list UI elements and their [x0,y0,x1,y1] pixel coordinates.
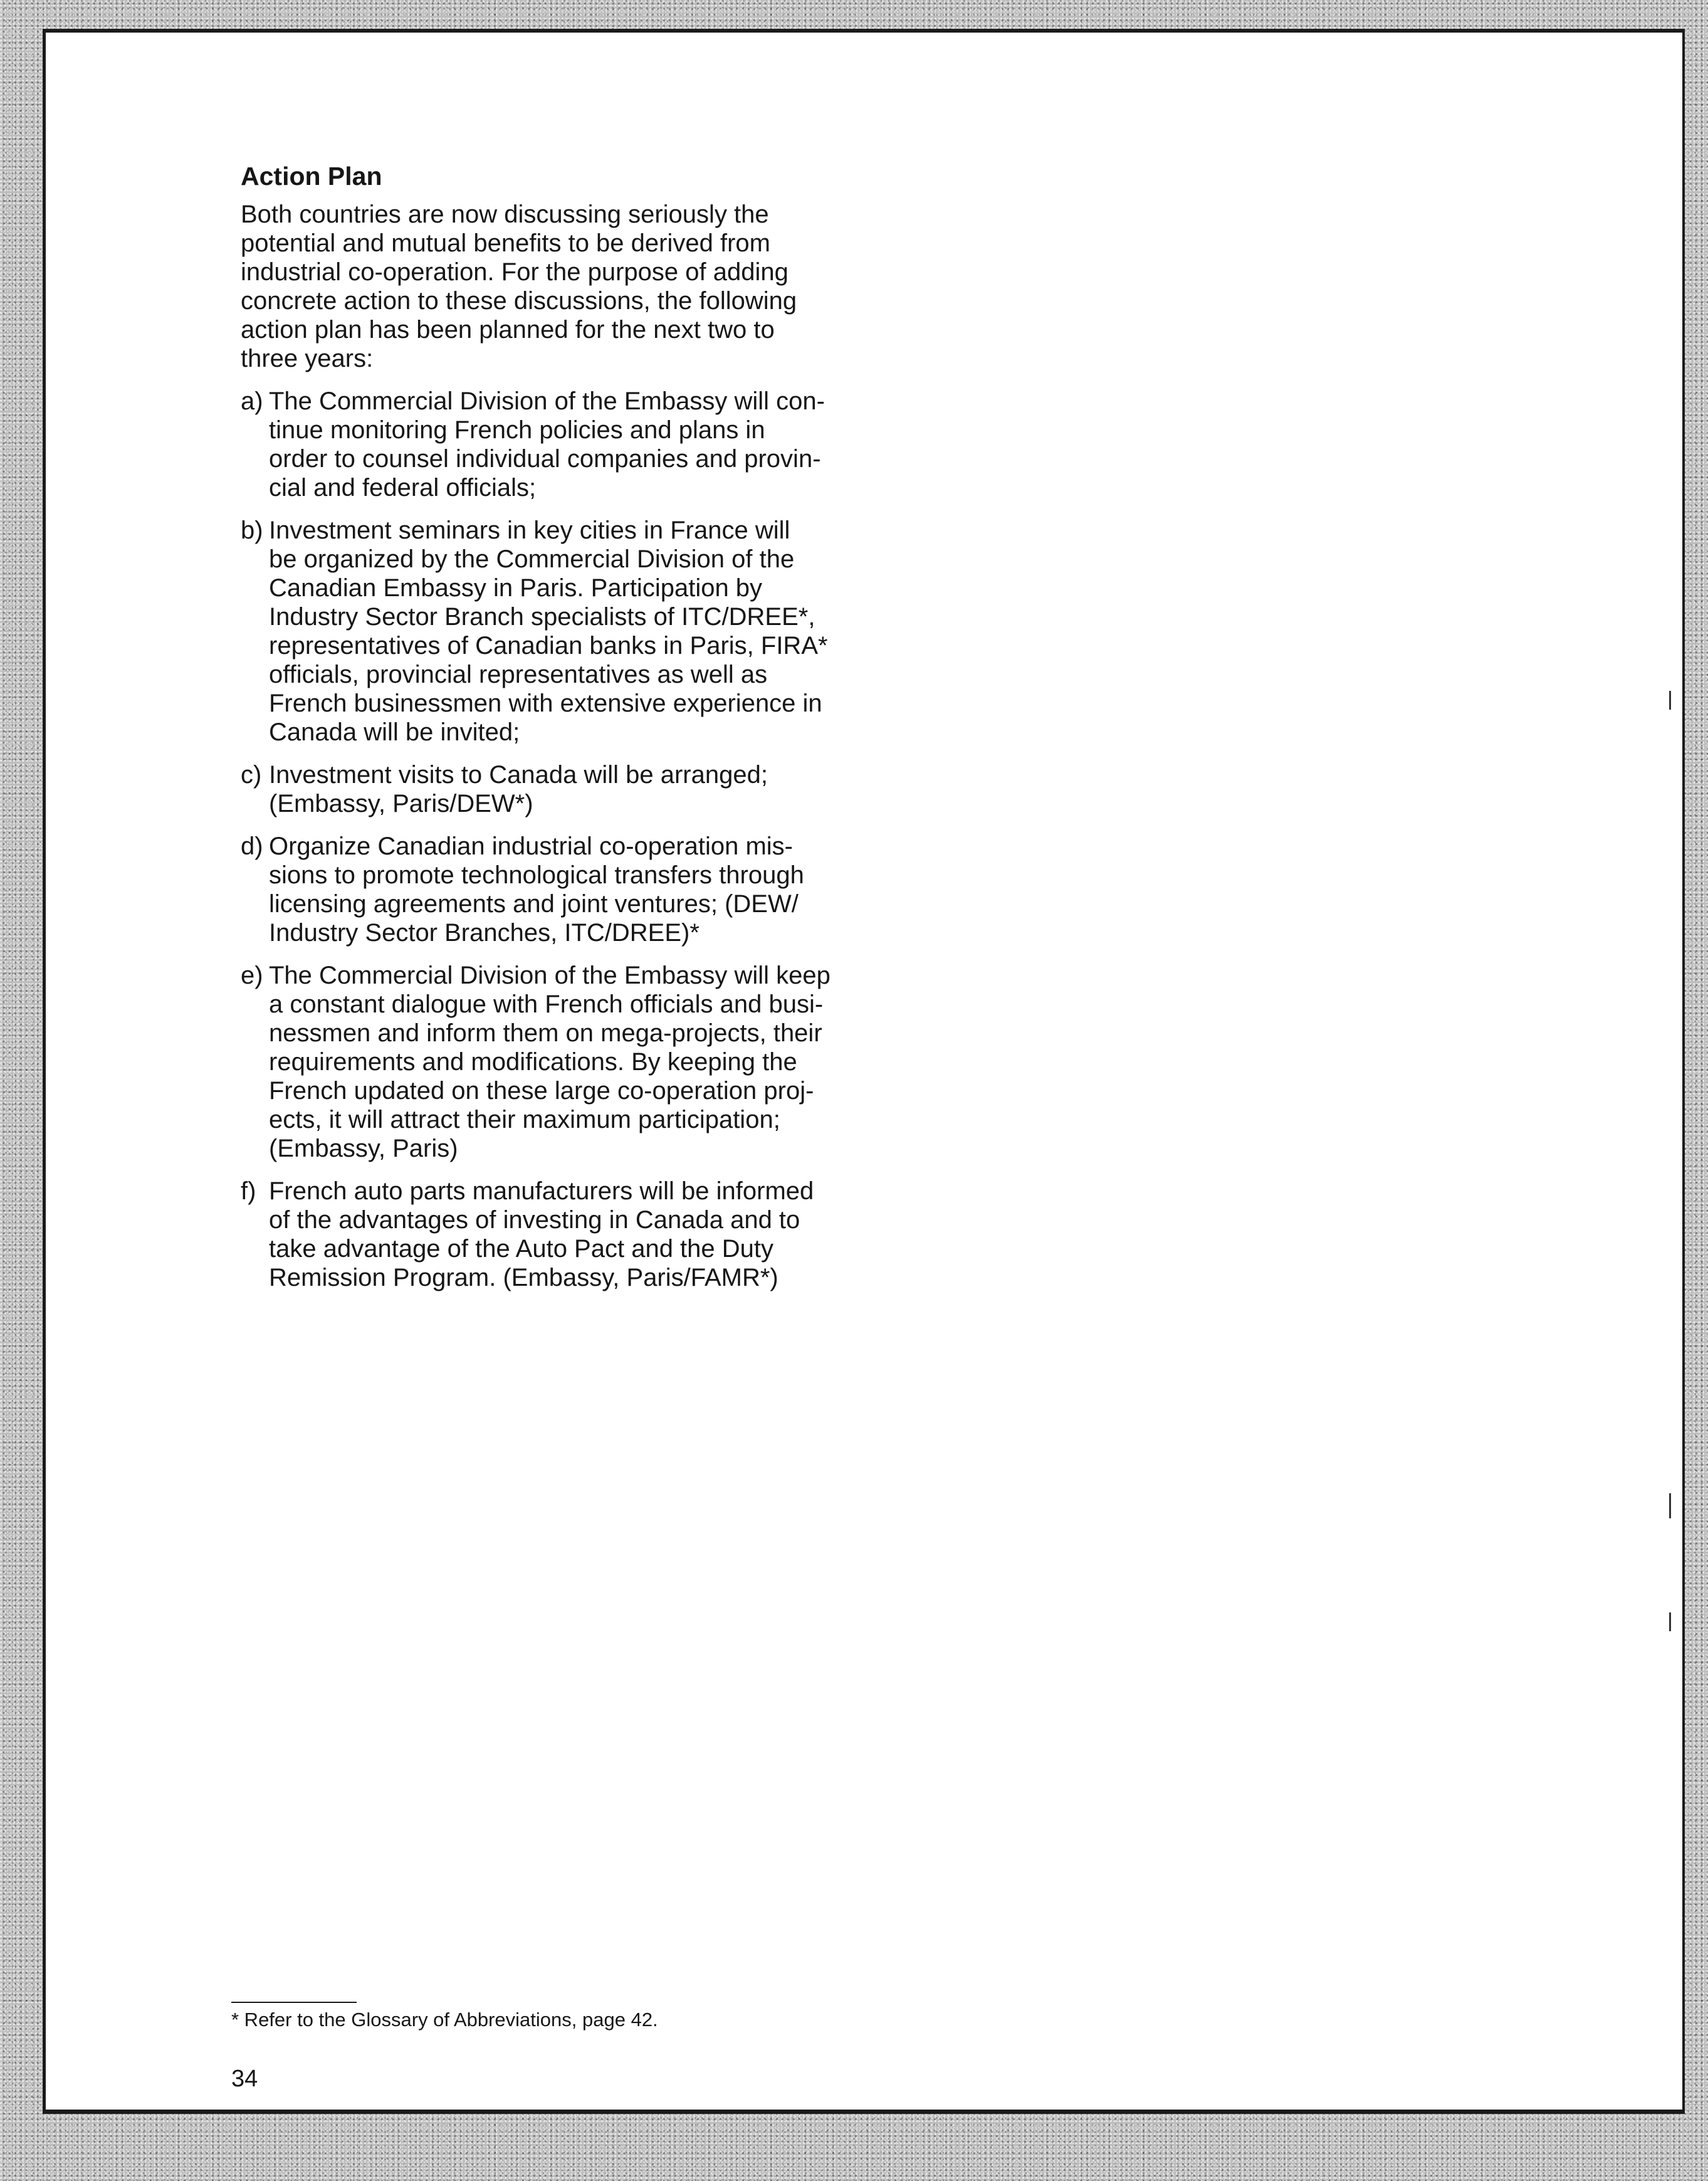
list-item [241,961,893,1163]
list-item [241,516,893,747]
scan-edge-mark [1669,1612,1671,1631]
list-item-text: Investment seminars in key cities in France will be organized by the Commercial Division of the Canadian Embassy in Paris. Participation by Industry Sector Branch specialists of ITC/DREE*, representatives of Canadian banks in Paris, FIRA* officials, provincial representatives as well as French businessmen with extensive experience in Canada will be invited; [269,517,828,746]
list-item-letter: b) [241,517,263,544]
list-item-text: Investment visits to Canada will be arranged; (Embassy, Paris/DEW*) [269,761,768,817]
list-item-letter: a) [241,387,263,415]
document-page [43,29,1685,2114]
action-plan-section [241,161,893,1306]
list-item-letter: c) [241,761,262,789]
list-item [241,832,893,947]
list-item-text: French auto parts manufacturers will be informed of the advantages of investing in Canada and to take advantage of the Auto Pact and the Duty Remission Program. (Embassy, Paris/FAMR*) [269,1177,814,1291]
list-item [241,1177,893,1292]
page-number: 34 [231,2066,258,2092]
list-item-letter: f) [241,1177,256,1205]
list-item-text: The Commercial Division of the Embassy will con- tinue monitoring French policies and plans in order to counsel individual companies and provin- cial and federal officials; [269,387,825,502]
scan-edge-mark [1669,691,1671,710]
footnote-divider [231,2002,357,2003]
list-item-text: The Commercial Division of the Embassy will keep a constant dialogue with French officials and busi- nessmen and inform them on mega-projects, their requirements and modifications. By keeping the French updated on these large co-operation proj- ects, it will attract their maximum participation; (Embassy, Paris) [269,962,830,1162]
scan-edge-mark [1669,1493,1671,1518]
list-item [241,387,893,502]
intro-paragraph: Both countries are now discussing seriously the potential and mutual benefits to be derived from industrial co-operation. For the purpose of adding concrete action to these discussions, the following action plan has been planned for the next two to three years: [241,201,797,372]
list-item-letter: d) [241,833,263,860]
section-heading: Action Plan [241,162,382,191]
footnote: * Refer to the Glossary of Abbreviations, page 42. [231,2009,658,2031]
list-item-letter: e) [241,962,263,989]
list-item [241,760,893,818]
list-item-text: Organize Canadian industrial co-operation mis- sions to promote technological transfers through licensing agreements and joint ventures; (DEW/ Industry Sector Branches, ITC/DREE)* [269,833,804,947]
